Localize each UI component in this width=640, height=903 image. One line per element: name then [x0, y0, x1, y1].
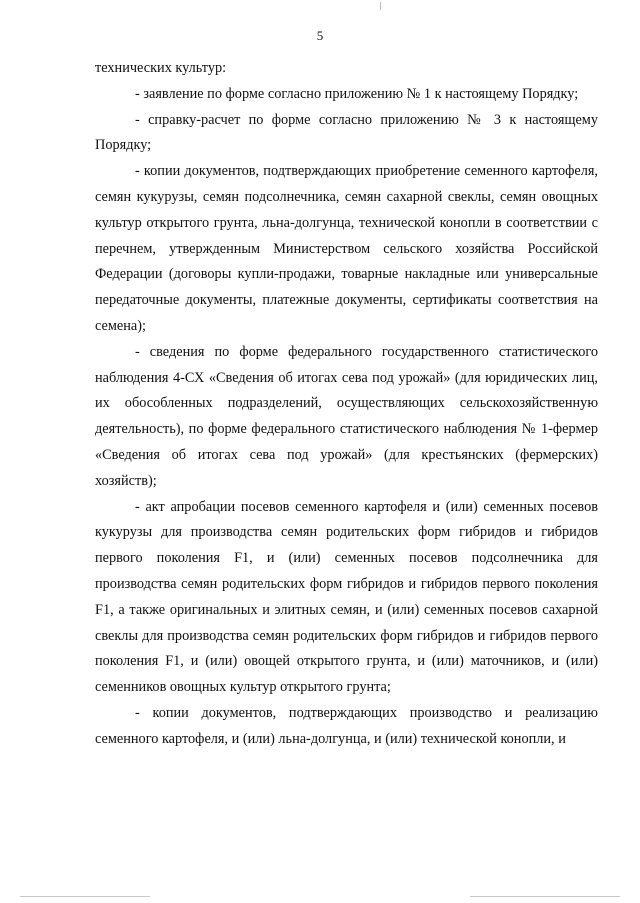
- scan-artifact: [470, 896, 620, 897]
- paragraph-application-form: - заявление по форме согласно приложению № 1 к настоящему Порядку;: [135, 85, 579, 102]
- scan-artifact: [380, 2, 381, 10]
- paragraph-production-documents: - копии документов, подтверждающих производство и реализацию семенного картофеля, и (или) льна-долгунца, и (или) технической конопли, и: [95, 704, 598, 747]
- page-number: 5: [316, 28, 324, 43]
- paragraph-continuation: технических культур:: [95, 60, 227, 76]
- paragraph-statistical-info: - сведения по форме федерального государственного статистического наблюдения 4-СХ «Сведения об итогах сева под урожай» (для юридических лиц, их обособленных подразделений, осуществляющих сельскохозяйственную деятельность), по форме федерального статистического наблюдения № 1-фермер «Сведения об итогах сева под урожай» (для крестьянских (фермерских) хозяйств);: [95, 343, 598, 489]
- paragraph-purchase-documents: - копии документов, подтверждающих приобретение семенного картофеля, семян кукурузы, семян подсолнечника, семян сахарной свеклы, семян овощных культур открытого грунта, льна-долгунца, технической конопли в соответствии с перечнем, утвержденным Министерством сельского хозяйства Российской Федерации (договоры купли-продажи, товарные накладные или универсальные передаточные документы, платежные документы, сертификаты соответствия на семена);: [95, 163, 598, 334]
- paragraph-calculation-certificate: - справку-расчет по форме согласно приложению № 3 к настоящему Порядку;: [95, 111, 598, 154]
- document-body: [95, 56, 598, 753]
- paragraph-approbation-act: - акт апробации посевов семенного картофеля и (или) семенных посевов кукурузы для производства семян родительских форм гибридов и гибридов первого поколения F1, и (или) семенных посевов подсолнечника для производства семян родительских форм гибридов и гибридов первого поколения F1, а также оригинальных и элитных семян, и (или) семенных посевов сахарной свеклы для производства семян родительских форм гибридов и гибридов первого поколения F1, и (или) овощей открытого грунта, и (или) маточников, и (или) семенников овощных культур открытого грунта;: [95, 498, 598, 696]
- scan-artifact: [20, 896, 150, 897]
